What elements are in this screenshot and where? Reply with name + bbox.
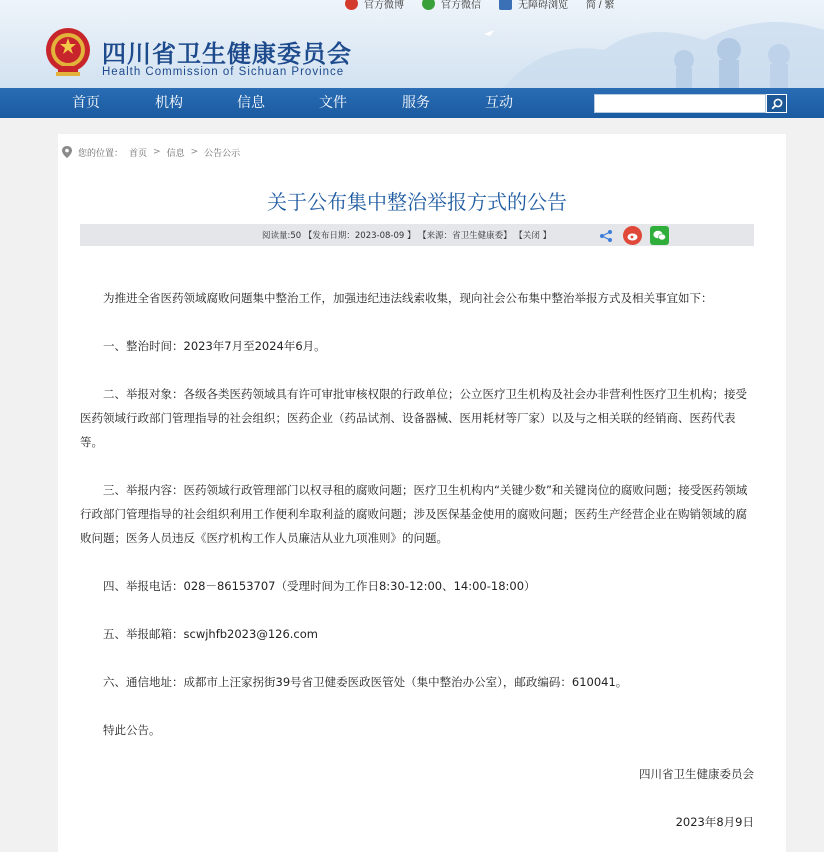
nav-services[interactable]: 服务 [402,95,430,111]
paragraph-email: 五、举报邮箱：scwjhfb2023@126.com [103,627,318,641]
location-pin-icon [62,146,72,158]
search-icon [771,98,783,110]
paragraph-content: 三、举报内容：医药领域行政管理部门以权寻租的腐败问题；医疗卫生机构内“关键少数”和关键岗位的腐败问题；接受医药领域行政部门管理指导的社会组织利用工作便利牟取利益的腐败问题；涉及医保基金使用的腐败问题；医药生产经营企业在购销领域的腐败问题；医务人员违反《医疗机构工作人员廉洁从业九项准则》的问题。 [80,483,748,545]
signature: 四川省卫生健康委员会 [639,767,754,781]
search-button[interactable] [766,94,787,113]
site-header [0,0,824,88]
site-subtitle-en: Health Commission of Sichuan Province [102,66,345,78]
wechat-share-icon[interactable] [650,226,669,245]
nav-interaction[interactable]: 互动 [485,95,513,111]
wechat-icon [422,0,435,10]
language-toggle[interactable]: 简 / 繁 [586,0,615,11]
publish-date: 2023年8月9日 [675,815,754,829]
share-icon[interactable] [596,226,615,245]
weibo-link[interactable]: 官方微博 [345,0,404,10]
breadcrumb-prefix: 您的位置： [78,148,124,159]
paragraph-targets: 二、举报对象：各级各类医药领域具有许可审批审核权限的行政单位；公立医疗卫生机构及社会办非营利性医疗卫生机构；接受医药领域行政部门管理指导的社会组织；医药企业（药品试剂、设备器械、医用耗材等厂家）以及与之相关联的经销商、医药代表等。 [80,387,747,449]
accessibility-icon [499,0,512,10]
weibo-icon [345,0,358,10]
accessibility-link[interactable]: 无障碍浏览 [499,0,568,10]
breadcrumb-notices[interactable]: 公告公示 [204,148,241,159]
breadcrumb-info[interactable]: 信息 [166,148,185,159]
national-emblem-logo [44,26,92,78]
paragraph-phone: 四、举报电话：028－86153707（受理时间为工作日8:30-12:00、14:00-18:00） [103,579,536,593]
article-title: 关于公布集中整治举报方式的公告 [267,190,567,214]
article-meta: 阅读量:50 【发布日期：2023-08-09 】 【来源：省卫生健康委】 【关闭 】 [262,231,552,241]
top-links [345,0,614,10]
nav-organization[interactable]: 机构 [155,95,183,111]
breadcrumb-separator: > [153,147,161,157]
breadcrumb [62,144,240,160]
breadcrumb-home[interactable]: 首页 [129,148,148,159]
nav-information[interactable]: 信息 [237,95,265,111]
paragraph-address: 六、通信地址：成都市上汪家拐街39号省卫健委医政医管处（集中整治办公室），邮政编码：610041。 [103,675,628,689]
paragraph-intro: 为推进全省医药领域腐败问题集中整治工作，加强违纪违法线索收集，现向社会公布集中整治举报方式及相关事宜如下： [103,291,713,305]
wechat-link[interactable]: 官方微信 [422,0,481,10]
breadcrumb-separator: > [190,147,199,157]
nav-home[interactable]: 首页 [72,95,100,111]
share-icons [596,226,669,245]
search-input[interactable] [594,94,766,113]
header-banner-art [384,0,824,88]
nav-documents[interactable]: 文件 [319,95,347,111]
paragraph-period: 一、整治时间：2023年7月至2024年6月。 [103,339,326,353]
site-title: 四川省卫生健康委员会 [102,40,352,68]
paragraph-closing: 特此公告。 [103,723,161,737]
weibo-share-icon[interactable] [623,226,642,245]
main-nav [0,88,824,118]
